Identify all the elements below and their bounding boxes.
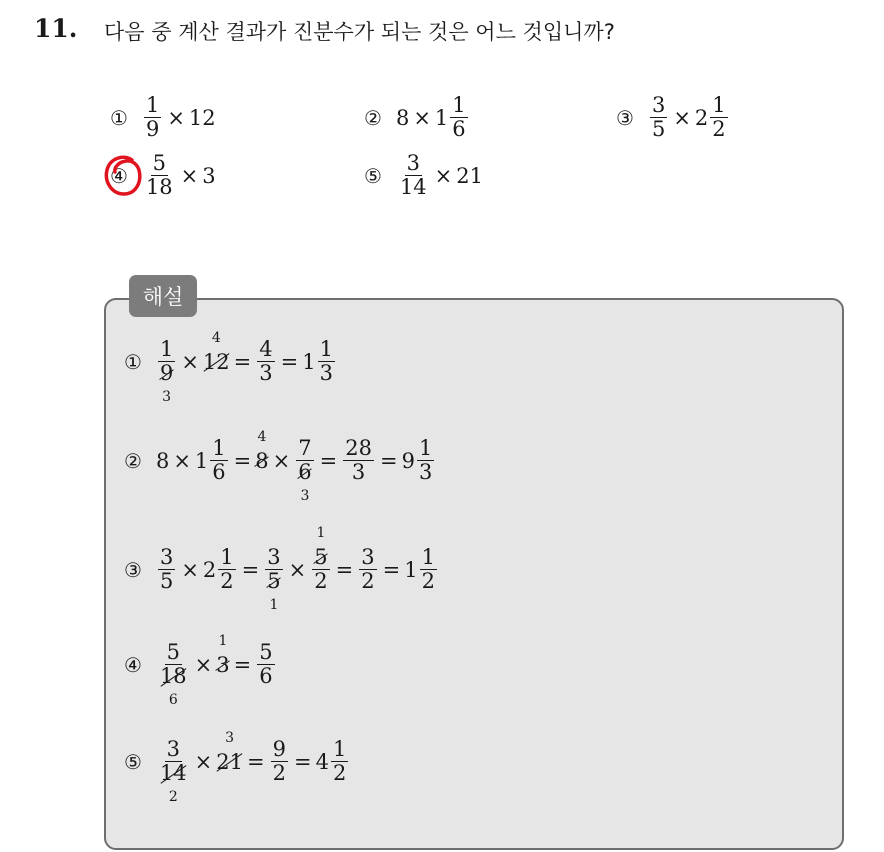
operator: × [181,557,199,582]
cancelled-digit: 6 [298,460,312,485]
operator: × [272,448,291,473]
numerator: 4 [259,337,273,361]
choice-1[interactable] [110,94,216,141]
fraction [359,546,376,593]
operator: = [294,749,312,774]
number: 1 [404,557,418,582]
operator: = [335,557,354,582]
fraction [144,152,175,199]
operator: = [233,652,252,677]
numerator: 1 [452,93,466,117]
number: 8 [155,448,170,473]
fraction [331,738,348,785]
number: 2 [202,557,217,582]
operator: = [233,448,252,473]
denominator: 2 [712,117,726,142]
solution-label: 해설 [129,275,197,317]
numerator: 1 [332,737,347,761]
cancelled-digit: 5 [267,569,281,594]
number: 1 [194,448,209,473]
fraction [398,152,429,199]
denominator [296,460,313,504]
fraction [265,545,282,613]
operator: × [167,105,185,130]
operator: × [180,163,199,188]
cancelled-digit: 5 [314,545,328,569]
number: 1 [434,105,449,130]
numerator: 1 [159,337,174,361]
fraction [312,525,329,594]
fraction [450,94,467,141]
fraction [158,546,175,593]
cancelled-digit: 9 [159,361,174,386]
operator: = [247,749,265,774]
cancelled-number [216,632,230,677]
operator: × [194,749,213,774]
cancelled-number [159,761,187,805]
numerator: 1 [220,545,234,569]
numerator: 3 [159,545,174,569]
choice-3[interactable] [616,94,730,141]
fraction [343,437,374,484]
denominator: 2 [421,569,435,594]
choice-number: ③ [616,105,634,130]
choice-5[interactable] [364,152,483,199]
denominator: 14 [399,175,427,200]
operator: × [413,105,431,130]
choice-2[interactable] [364,94,470,141]
numerator: 7 [298,436,312,460]
denominator: 9 [145,117,160,142]
numerator: 5 [152,151,166,175]
reduced-value: 6 [168,691,178,708]
operator: × [194,652,213,677]
number: 1 [302,349,316,374]
reduced-value: 1 [316,525,326,541]
numerator: 3 [406,151,420,175]
numerator: 5 [259,640,273,664]
numerator: 3 [651,93,666,117]
numerator: 28 [345,436,372,460]
fraction [158,737,189,805]
cancelled-digit: 8 [255,448,269,473]
solution-1 [124,329,337,405]
cancelled-number [159,664,187,708]
number: 9 [401,448,415,473]
operator: × [181,349,199,374]
cancelled-digit: 3 [216,652,230,677]
choice-number: ⑤ [364,163,382,188]
solution-2 [124,428,436,504]
fraction [158,640,189,708]
reduced-value: 3 [300,487,310,504]
question-text: 다음 중 계산 결과가 진분수가 되는 것은 어느 것입니까? [104,20,615,44]
operator: × [673,105,691,130]
fraction [318,338,335,385]
operator: = [233,349,252,374]
denominator [158,361,175,405]
operator: = [382,557,401,582]
cancelled-number [216,729,244,774]
answer-circle-mark [102,152,144,198]
denominator: 2 [314,569,328,594]
fraction [257,641,274,688]
numerator: 3 [267,545,281,569]
choice-number: ② [124,448,142,473]
number: 8 [395,105,410,130]
operator: = [379,448,398,473]
fraction [650,94,667,141]
fraction [710,94,727,141]
cancelled-number [202,329,230,374]
denominator: 5 [159,569,174,594]
denominator: 2 [361,569,375,594]
reduced-value: 3 [162,388,172,405]
fraction [257,338,274,385]
operator: × [288,557,307,582]
denominator: 6 [259,664,273,689]
number: 21 [456,163,484,188]
numerator: 3 [361,545,375,569]
operator: × [434,163,453,188]
solution-4 [124,632,277,708]
fraction [417,437,434,484]
denominator: 5 [651,117,666,142]
number: 12 [188,105,216,130]
operator: × [173,448,191,473]
denominator: 18 [145,175,173,200]
fraction [296,436,313,504]
operator: = [241,557,260,582]
reduced-value: 1 [269,596,279,613]
cancelled-digit: 12 [202,349,230,374]
denominator: 3 [259,361,273,386]
numerator: 3 [166,737,180,761]
fraction [144,94,161,141]
choice-number: ① [110,105,128,130]
reduced-value: 2 [168,788,178,805]
reduced-value: 1 [218,632,228,649]
reduced-value: 4 [211,329,221,346]
choice-number: ⑤ [124,749,142,774]
cancelled-digit: 21 [216,749,244,774]
denominator: 2 [220,569,234,594]
fraction [420,546,437,593]
denominator: 2 [332,761,347,786]
fraction [271,738,288,785]
question-number: 11. [34,14,78,43]
cancelled-number [255,428,269,473]
solution-5 [124,729,350,805]
numerator: 9 [272,737,286,761]
numerator: 1 [319,337,333,361]
cancelled-number [267,569,281,613]
denominator: 3 [351,460,366,485]
numerator: 1 [212,436,226,460]
denominator: 3 [319,361,333,386]
choice-number: ④ [110,163,128,188]
fraction [210,437,227,484]
reduced-value: 4 [257,428,267,445]
denominator [265,569,282,613]
operator: = [319,448,338,473]
number: 4 [315,749,329,774]
numerator: 1 [421,545,435,569]
cancelled-number [298,460,312,504]
choice-number: ④ [124,652,142,677]
numerator: 1 [712,93,726,117]
solution-3 [124,525,439,613]
cancelled-digit: 14 [159,761,187,786]
choice-number: ① [124,349,142,374]
denominator [158,761,189,805]
numerator: 1 [418,436,433,460]
reduced-value: 3 [225,729,235,746]
denominator: 6 [452,117,466,142]
numerator [312,525,329,570]
cancelled-digit: 18 [159,664,187,689]
cancelled-number [159,361,174,405]
denominator [158,664,189,708]
denominator: 2 [272,761,286,786]
numerator: 5 [166,640,180,664]
fraction [158,337,175,405]
numerator: 1 [145,93,160,117]
cancelled-number [314,525,328,569]
fraction [218,546,235,593]
number: 2 [694,105,709,130]
denominator: 6 [212,460,226,485]
number: 3 [202,163,216,188]
operator: = [280,349,299,374]
choice-number: ③ [124,557,142,582]
choice-number: ② [364,105,382,130]
denominator: 3 [418,460,433,485]
